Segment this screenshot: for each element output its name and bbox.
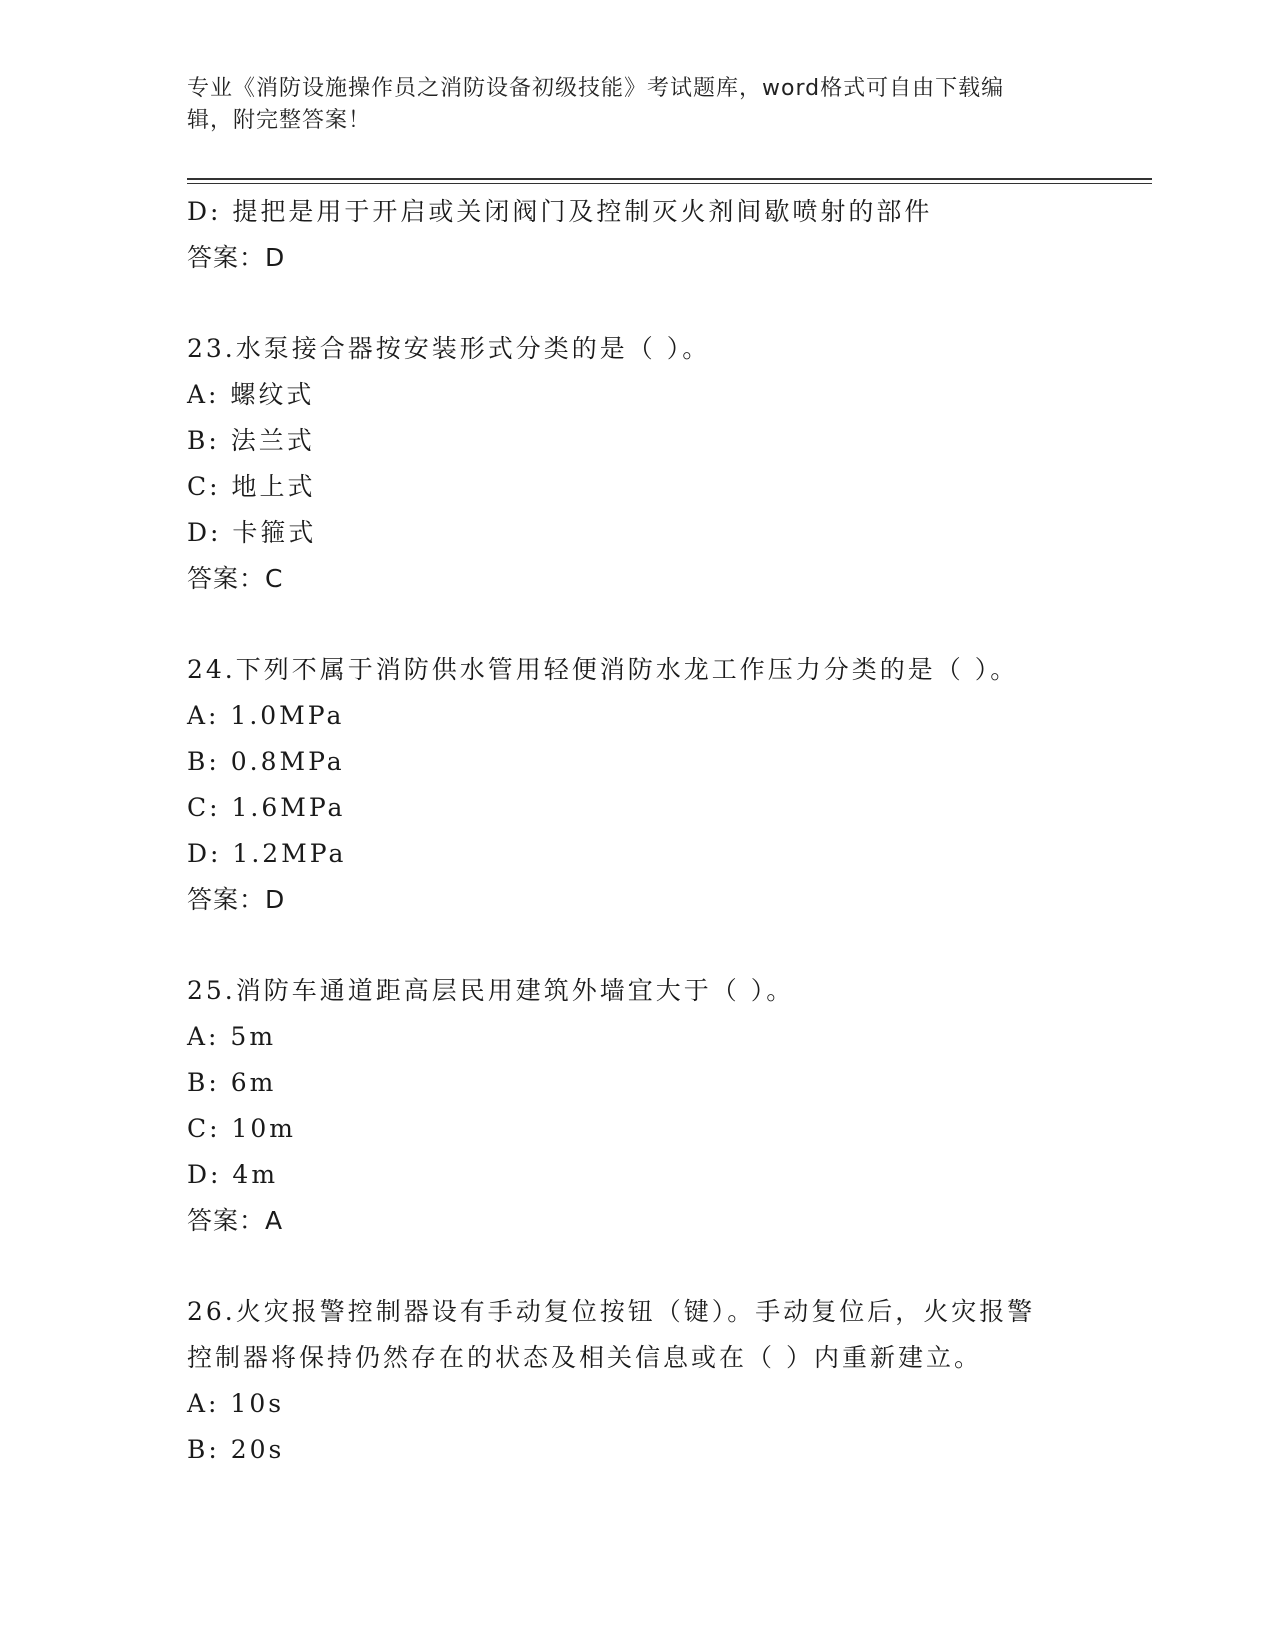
spacer	[187, 1244, 1087, 1289]
spacer	[187, 602, 1087, 647]
option-b: B: 6m	[187, 1068, 277, 1097]
spacer	[187, 923, 1087, 968]
question-26	[187, 1289, 1087, 1473]
header-line-2: 辑，附完整答案！	[187, 108, 372, 133]
answer-line: 答案：C	[187, 564, 284, 593]
question-23	[187, 326, 1087, 602]
spacer	[187, 281, 1087, 326]
option-d: D: 4m	[187, 1160, 279, 1189]
header-divider-thin	[187, 183, 1152, 184]
option-b: B: 0.8MPa	[187, 747, 345, 776]
option-b: B: 20s	[187, 1435, 285, 1464]
answer-line: 答案：D	[187, 885, 286, 914]
question-stem-line: 控制器将保持仍然存在的状态及相关信息或在（ ）内重新建立。	[187, 1343, 982, 1372]
option-c: C: 1.6MPa	[187, 793, 346, 822]
question-stem-line: 23.水泵接合器按安装形式分类的是（ ）。	[187, 334, 711, 363]
question-stem	[187, 1289, 1087, 1381]
question-list	[187, 189, 1087, 1473]
option-a: A: 10s	[187, 1389, 285, 1418]
option-a: A: 5m	[187, 1022, 277, 1051]
question-fragment	[187, 189, 1087, 281]
question-stem	[187, 647, 1087, 693]
answer-line: 答案：A	[187, 1206, 284, 1235]
option-d: D: 1.2MPa	[187, 839, 347, 868]
question-stem	[187, 968, 1087, 1014]
option-a: A: 螺纹式	[187, 380, 315, 409]
question-stem-line: 24.下列不属于消防供水管用轻便消防水龙工作压力分类的是（ ）。	[187, 655, 1019, 684]
option-d: D: 提把是用于开启或关闭阀门及控制灭火剂间歇喷射的部件	[187, 197, 933, 226]
document-header	[187, 73, 1067, 137]
question-stem-line: 26.火灾报警控制器设有手动复位按钮（键）。手动复位后，火灾报警	[187, 1297, 1036, 1326]
option-c: C: 10m	[187, 1114, 297, 1143]
option-a: A: 1.0MPa	[187, 701, 345, 730]
option-d: D: 卡箍式	[187, 518, 317, 547]
question-24	[187, 647, 1087, 923]
question-25	[187, 968, 1087, 1244]
question-stem	[187, 326, 1087, 372]
header-divider-thick	[187, 178, 1152, 180]
answer-line: 答案：D	[187, 243, 286, 272]
question-stem-line: 25.消防车通道距高层民用建筑外墙宜大于（ ）。	[187, 976, 795, 1005]
option-c: C: 地上式	[187, 472, 316, 501]
header-line-1: 专业《消防设施操作员之消防设备初级技能》考试题库，word格式可自由下载编	[187, 76, 1005, 101]
option-b: B: 法兰式	[187, 426, 315, 455]
